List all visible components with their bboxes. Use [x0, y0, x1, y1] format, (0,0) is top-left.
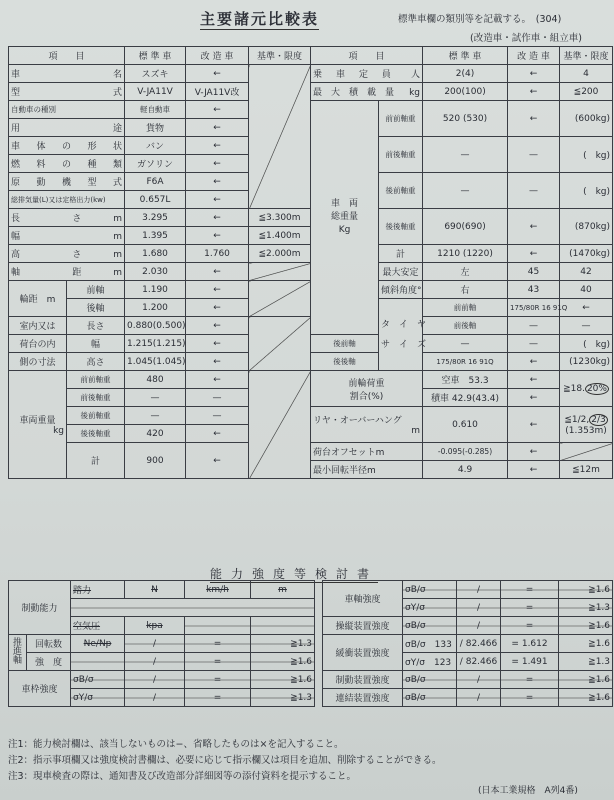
col-mod: 改 造 車: [186, 47, 249, 65]
tire-fr-std: —: [508, 317, 560, 335]
brake-air-struck: [185, 617, 251, 635]
gap: [315, 671, 323, 689]
weight-rr: 後後軸重: [67, 425, 125, 443]
turning-limit: ≦12m: [560, 461, 613, 479]
cap-slash: /: [125, 653, 185, 671]
overhang-lim-b: 2/3: [591, 414, 606, 425]
buf-sy: [403, 653, 457, 671]
weight-label: [9, 371, 67, 479]
front-ratio-loaded-label: 積車: [431, 394, 450, 404]
limit-value: ≦3.300m: [249, 209, 311, 227]
cap-ge: ≧1.6: [559, 671, 613, 689]
front-ratio-empty: [423, 371, 508, 389]
interior-len: 長さ: [67, 317, 125, 335]
cap-eq: =: [501, 689, 559, 707]
overhang-unit: m: [411, 426, 421, 436]
tread-front-std: 1.190: [125, 281, 186, 299]
mod-value: ←: [186, 191, 249, 209]
mod-value: ←: [186, 119, 249, 137]
overhang-lim2: (1.353m): [565, 425, 607, 436]
weight-unit: kg: [53, 426, 64, 436]
col-limit: 基準・限度: [249, 47, 311, 65]
cap-slash: /: [125, 689, 185, 707]
front-ratio-label1: 前輪荷重: [348, 378, 385, 389]
note-3: 注3：現車検査の際は、通知書及び改造部分詳細図等の添付資料を提示すること。: [8, 771, 357, 782]
gap: [315, 689, 323, 707]
gvw-fr-std: —: [423, 137, 508, 173]
col-std: 標 準 車: [125, 47, 186, 65]
gap: [315, 599, 323, 617]
limit-value: ≦1.400m: [249, 227, 311, 245]
tire-rr-std: 175/80R 16 91Q: [423, 353, 508, 371]
cap-eq: =: [185, 635, 251, 653]
gvw-fr: 前後軸重: [379, 137, 423, 173]
mod-value: ←: [186, 209, 249, 227]
cap-ge: ≧1.6: [251, 671, 315, 689]
weight-total-mod: ←: [186, 443, 249, 479]
cap-ge: ≧1.6: [559, 581, 613, 599]
buf-sb-a: 133: [434, 640, 452, 650]
weight-rr-mod: ←: [186, 425, 249, 443]
cap-slash: /: [457, 581, 501, 599]
cap-eq: =: [185, 689, 251, 707]
std-value: 貨物: [125, 119, 186, 137]
tire-rf-std: —: [423, 335, 508, 353]
rpm-label: 回転数: [27, 635, 71, 653]
tire-rr-lim: (1230kg): [560, 353, 613, 371]
notes: [8, 737, 442, 785]
turning-mod: ←: [508, 461, 560, 479]
cap-sy: σY/σ: [71, 689, 125, 707]
overhang-std: 0.610: [423, 407, 508, 443]
max-load-label: 最 大 積 載 量 kg: [311, 83, 423, 101]
interior-label2: 荷台の内: [9, 335, 67, 353]
weight-fr: 前後軸重: [67, 389, 125, 407]
mod-value: ←: [186, 173, 249, 191]
col-limit-r: 基準・限度: [560, 47, 613, 65]
stab-left-mod: 42: [560, 263, 613, 281]
turning-label: 最小回転半径m: [311, 461, 423, 479]
gap: [315, 653, 323, 671]
cap-eq: =: [511, 638, 519, 649]
tread-front-mod: ←: [186, 281, 249, 299]
cap-eq: =: [501, 671, 559, 689]
mod-value: ←: [186, 65, 249, 83]
gap: [315, 581, 323, 599]
limit-na: [249, 263, 311, 281]
brake-air: 空気圧: [71, 617, 125, 635]
row-label: 軸 距 m: [9, 263, 125, 281]
buf-sy-a: 123: [433, 658, 452, 668]
cap-slash: /: [125, 635, 185, 653]
overhang-lim-a: ≦1/2,: [564, 414, 590, 425]
stab-right-std: 43: [508, 281, 560, 299]
front-ratio-empty-label: 空車: [441, 376, 460, 386]
capacity-limit: 4: [560, 65, 613, 83]
buf-sy-b: [457, 653, 501, 671]
std-value: 1.680: [125, 245, 186, 263]
gvw-rr-std: 690(690): [423, 209, 508, 245]
mod-value: ←: [186, 101, 249, 119]
spec-table: [8, 46, 613, 479]
cap-eq: =: [185, 653, 251, 671]
front-ratio-label2: 割合(%): [349, 391, 384, 402]
row-label: 燃 料 の 種 類: [9, 155, 125, 173]
tire-ff-mod: ←: [560, 299, 613, 317]
header-subnote: (改造車・試作車・組立車): [470, 33, 582, 44]
offset-label: 荷台オフセットm: [311, 443, 423, 461]
tread-label: 輪距 m: [9, 281, 67, 317]
tire-rr: 後後軸: [311, 353, 379, 371]
row-label: 原 動 機 型 式: [9, 173, 125, 191]
cap-slash: /: [125, 671, 185, 689]
buf-sb-b: [457, 635, 501, 653]
cap-ge: ≧1.3: [251, 635, 315, 653]
brake-force: 踏力: [71, 581, 125, 599]
tire-label1: タ イ ヤ: [381, 319, 427, 330]
front-ratio-limit: [560, 371, 613, 407]
weight-rf-mod: —: [186, 407, 249, 425]
weight-fr-mod: —: [186, 389, 249, 407]
weight-ff-std: 480: [125, 371, 186, 389]
max-load-std: 200(100): [423, 83, 508, 101]
cap-slash: /: [457, 617, 501, 635]
interior-hgt-std: 1.045(1.045): [125, 353, 186, 371]
buf-sb: [403, 635, 457, 653]
offset-mod: ←: [508, 443, 560, 461]
buf-sb-c-val: 1.612: [521, 638, 548, 649]
weight-total-std: 900: [125, 443, 186, 479]
limit-na: [249, 65, 311, 209]
gvw-total-std: 1210 (1220): [423, 245, 508, 263]
front-ratio-loaded-std: 42.9(43.4): [451, 394, 500, 404]
cap-sb: σB/σ: [71, 671, 125, 689]
buf-sy-b-val: 82.466: [465, 656, 498, 667]
row-label: 車 体 の 形 状: [9, 137, 125, 155]
max-load-limit: ≦200: [560, 83, 613, 101]
std-value: 0.657L: [125, 191, 186, 209]
gvw-rf-std: —: [423, 173, 508, 209]
limit-na: [560, 443, 613, 461]
capacity-std: 2(4): [423, 65, 508, 83]
front-ratio-empty-mod: ←: [508, 371, 560, 389]
cap-sb: σB/σ: [403, 689, 457, 707]
interior-wid-mod: ←: [186, 335, 249, 353]
strength-struck: [71, 653, 125, 671]
cap-sy: σY/σ: [405, 658, 425, 668]
cap-eq: =: [501, 599, 559, 617]
interior-label1: 室内又は: [9, 317, 67, 335]
cap-ge: ≧1.3: [559, 653, 613, 671]
weight-ff-mod: ←: [186, 371, 249, 389]
cap-slash: /: [457, 599, 501, 617]
interior-hgt-mod: ←: [186, 353, 249, 371]
tire-ff-std: 175/80R 16 91Q: [508, 299, 560, 317]
std-value: バン: [125, 137, 186, 155]
cap-sy: σY/σ: [403, 599, 457, 617]
stab-label2: 傾斜角度°: [379, 281, 423, 299]
page-title: 主要諸元比較表: [200, 10, 320, 28]
weight-rr-std: 420: [125, 425, 186, 443]
capacity-mod: ←: [508, 65, 560, 83]
gvw-rf-mod: —: [508, 173, 560, 209]
gvw-ff-lim: (600kg): [560, 101, 613, 137]
weight-rf-std: —: [125, 407, 186, 425]
gvw-rf: 後前軸重: [379, 173, 423, 209]
buf-sb-b-val: 82.466: [465, 638, 498, 649]
weight-total: 計: [67, 443, 125, 479]
mod-value: V-JA11V改: [186, 83, 249, 101]
offset-std: -0.095(-0.285): [423, 443, 508, 461]
cap-sb: σB/σ: [403, 671, 457, 689]
tire-fr-mod: —: [560, 317, 613, 335]
steering-label: 操縦装置強度: [323, 617, 403, 635]
cap-sb: σB/σ: [403, 581, 457, 599]
weight-ff: 前前軸重: [67, 371, 125, 389]
coupler-label: 連結装置強度: [323, 689, 403, 707]
overhang-label: [311, 407, 423, 443]
front-ratio-loaded: [423, 389, 508, 407]
cap-slash: /: [459, 656, 463, 667]
capability-table: [8, 580, 613, 707]
tire-rf-lim: ( kg): [560, 335, 613, 353]
front-ratio-label: [311, 371, 423, 407]
row-label: 長 さ m: [9, 209, 125, 227]
brake-m: m: [251, 581, 315, 599]
brake-dev-label: 制動装置強度: [323, 671, 403, 689]
gvw-total-lim: (1470kg): [560, 245, 613, 263]
stab-left: 左: [423, 263, 508, 281]
mod-value: ←: [186, 227, 249, 245]
front-ratio-loaded-mod: ←: [508, 389, 560, 407]
tire-fr: 前後軸: [423, 317, 508, 335]
cap-ge: ≧1.6: [559, 635, 613, 653]
tire-label: [379, 299, 427, 371]
max-load-mod: ←: [508, 83, 560, 101]
drive-label: 推進軸: [9, 635, 27, 671]
col-item-r: 項 目: [311, 47, 423, 65]
row-label: 車 名: [9, 65, 125, 83]
capacity-label: 乗 車 定 員 人: [311, 65, 423, 83]
limit-na: [249, 371, 311, 479]
stab-right: 右: [423, 281, 508, 299]
rpm-unit: Ne/Np: [71, 635, 125, 653]
gvw-rr: 後後軸重: [379, 209, 423, 245]
brake-kpa: kpa: [125, 617, 185, 635]
stab-right-mod: 40: [560, 281, 613, 299]
overhang-limit: [560, 407, 613, 443]
col-mod-r: 改 造 車: [508, 47, 560, 65]
note-2: 注2：指示事項欄又は強度検討書欄は、必要に応じて指示欄又は項目を追加、削除することができる。: [8, 755, 442, 766]
cap-eq: =: [501, 617, 559, 635]
cap-eq: =: [501, 581, 559, 599]
mod-value: ←: [186, 263, 249, 281]
weight-label-text: 車両重量: [19, 416, 56, 426]
tire-ff: 前前軸: [423, 299, 508, 317]
buf-sy-c-val: 1.491: [521, 656, 548, 667]
brake-air-struck2: [251, 617, 315, 635]
frame-label: 車枠強度: [9, 671, 71, 707]
gvw-ff-std: 520 (530): [423, 101, 508, 137]
gap: [315, 617, 323, 635]
cap-ge: ≧1.6: [559, 617, 613, 635]
cap-ge: ≧1.3: [559, 599, 613, 617]
stab-label1: 最大安定: [379, 263, 423, 281]
cap-sb: σB/σ: [405, 640, 426, 650]
std-value: V-JA11V: [125, 83, 186, 101]
limit-value: ≦2.000m: [249, 245, 311, 263]
tire-rr-mod: ←: [508, 353, 560, 371]
cap-slash: /: [457, 671, 501, 689]
header-note: 標準車欄の類別等を記載する。 (304): [398, 14, 562, 25]
limit-na: [249, 317, 311, 371]
cap-ge: ≧1.6: [559, 689, 613, 707]
mod-value: ←: [186, 137, 249, 155]
std-value: 2.030: [125, 263, 186, 281]
capability-title: 能力強度等検討書: [210, 567, 379, 581]
cap-sb: σB/σ: [403, 617, 457, 635]
row-label: 高 さ m: [9, 245, 125, 263]
brake-n: N: [125, 581, 185, 599]
row-label: 幅 m: [9, 227, 125, 245]
cap-eq: =: [185, 671, 251, 689]
interior-len-std: 0.880(0.500): [125, 317, 186, 335]
gvw-total: 計: [379, 245, 423, 263]
std-value: F6A: [125, 173, 186, 191]
gvw-rr-mod: ←: [508, 209, 560, 245]
interior-label3: 側の寸法: [9, 353, 67, 371]
weight-rf: 後前軸重: [67, 407, 125, 425]
row-label: 型 式: [9, 83, 125, 101]
brake-row-struck: [71, 599, 315, 617]
std-value: スズキ: [125, 65, 186, 83]
gvw-label: 車 両 総重量 Kg: [311, 101, 379, 335]
std-value: ガソリン: [125, 155, 186, 173]
std-value: 1.395: [125, 227, 186, 245]
cap-ge: ≧1.3: [251, 689, 315, 707]
row-label: 総排気量(L)又は定格出力(kw): [9, 191, 125, 209]
gvw-total-mod: ←: [508, 245, 560, 263]
tread-rear-mod: ←: [186, 299, 249, 317]
limit-na: [249, 281, 311, 317]
gvw-rr-lim: (870kg): [560, 209, 613, 245]
tire-label2: サ イ ズ: [381, 339, 427, 350]
gvw-fr-lim: ( kg): [560, 137, 613, 173]
mod-value: 1.760: [186, 245, 249, 263]
gvw-ff-mod: ←: [508, 101, 560, 137]
turning-std: 4.9: [423, 461, 508, 479]
col-item: 項 目: [9, 47, 125, 65]
cap-slash: /: [459, 638, 463, 649]
tread-rear-std: 1.200: [125, 299, 186, 317]
strength-label: 強 度: [27, 653, 71, 671]
weight-fr-std: —: [125, 389, 186, 407]
tire-rf-mod: —: [508, 335, 560, 353]
note-1: 注1：能力検討欄は、該当しないものは−、省略したものは×を記入すること。: [8, 739, 344, 750]
interior-len-mod: ←: [186, 317, 249, 335]
gvw-fr-mod: —: [508, 137, 560, 173]
cap-slash: /: [457, 689, 501, 707]
col-std-r: 標 準 車: [423, 47, 508, 65]
gvw-rf-lim: ( kg): [560, 173, 613, 209]
gvw-ff: 前前軸重: [379, 101, 423, 137]
buf-sy-c: [501, 653, 559, 671]
footer-standard: (日本工業規格 A列4番): [478, 786, 578, 796]
axle-label: 車軸強度: [323, 581, 403, 617]
buf-sb-c: [501, 635, 559, 653]
interior-wid-std: 1.215(1.215): [125, 335, 186, 353]
brake-kmh: km/h: [185, 581, 251, 599]
interior-hgt: 高さ: [67, 353, 125, 371]
row-label: 用 途: [9, 119, 125, 137]
cap-ge: ≧1.6: [251, 653, 315, 671]
mod-value: ←: [186, 155, 249, 173]
front-ratio-lim-b: 20%: [586, 383, 607, 394]
tread-front: 前軸: [67, 281, 125, 299]
overhang-label-text: リヤ・オーバーハング: [313, 416, 402, 426]
brake-label: 制動能力: [9, 581, 71, 635]
tire-rf: 後前軸: [311, 335, 379, 353]
gap: [315, 635, 323, 653]
buffer-label: 緩衝装置強度: [323, 635, 403, 671]
front-ratio-lim-a: ≧18.: [563, 383, 585, 394]
cap-eq: =: [511, 656, 519, 667]
overhang-mod: ←: [508, 407, 560, 443]
std-value: 3.295: [125, 209, 186, 227]
tread-rear: 後軸: [67, 299, 125, 317]
front-ratio-empty-std: 53.3: [468, 376, 489, 386]
interior-wid: 幅: [67, 335, 125, 353]
stab-left-std: 45: [508, 263, 560, 281]
std-value: 軽自動車: [125, 101, 186, 119]
row-label: 自動車の種別: [9, 101, 125, 119]
